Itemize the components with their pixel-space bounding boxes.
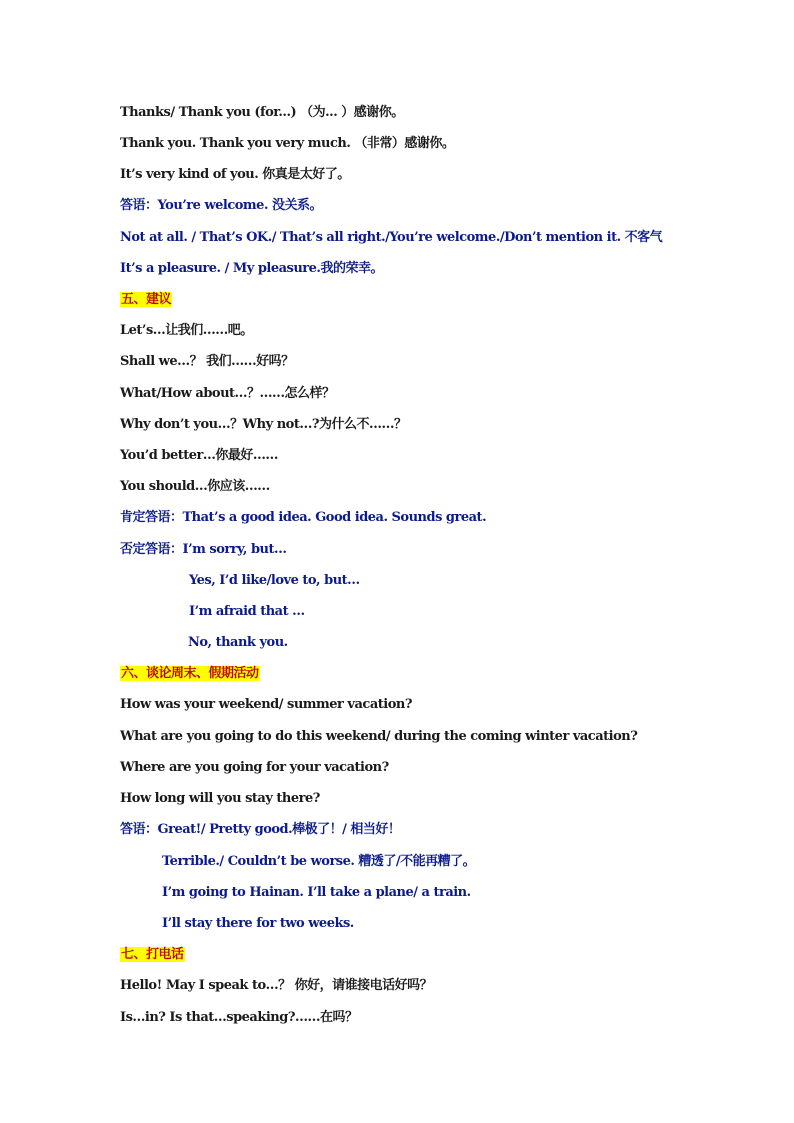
thanks-response: It’s a pleasure. / My pleasure.我的荣幸。: [120, 261, 383, 276]
weekend-line: Where are you going for your vacation?: [120, 760, 389, 775]
thanks-response: 答语：You’re welcome. 没关系。: [120, 198, 323, 213]
suggestion-line: You’d better…你最好……: [120, 448, 278, 463]
weekend-line: How long will you stay there?: [120, 791, 320, 806]
suggestion-response: I’m afraid that …: [189, 604, 305, 619]
heading-highlight: 五、建议: [121, 292, 172, 307]
phone-line: Hello! May I speak to…？ 你好，请谁接电话好吗？: [120, 978, 433, 993]
heading-highlight: 七、打电话: [121, 947, 184, 962]
weekend-response: Terrible./ Couldn’t be worse. 糟透了/不能再糟了。: [162, 854, 476, 869]
suggestion-line: What/How about…？……怎么样？: [120, 386, 335, 401]
thanks-line: Thanks/ Thank you (for...) （为... ）感谢你。: [120, 105, 404, 120]
weekend-line: How was your weekend/ summer vacation?: [120, 697, 412, 712]
suggestion-line: Let’s…让我们……吧。: [120, 323, 253, 338]
suggestion-response: Yes, I’d like/love to, but…: [189, 573, 360, 588]
weekend-response: 答语：Great!/ Pretty good.棒极了！/ 相当好！: [120, 822, 401, 837]
phone-line: Is…in? Is that…speaking?……在吗？: [120, 1010, 358, 1025]
weekend-line: What are you going to do this weekend/ during the coming winter vacation?: [120, 729, 638, 744]
section-heading: [120, 291, 172, 309]
suggestion-response: 肯定答语：That’s a good idea. Good idea. Sounds great.: [120, 510, 487, 525]
suggestion-response: 否定答语：I’m sorry, but…: [120, 542, 287, 557]
thanks-line: It’s very kind of you. 你真是太好了。: [120, 167, 350, 182]
thanks-line: Thank you. Thank you very much. （非常）感谢你。: [120, 136, 455, 151]
suggestion-line: Why don’t you…？Why not…?为什么不……？: [120, 417, 407, 432]
section-heading: [120, 665, 260, 683]
suggestion-line: Shall we…？ 我们……好吗？: [120, 354, 294, 369]
section-heading: [120, 946, 185, 964]
suggestion-response: No, thank you.: [188, 635, 288, 650]
thanks-response: Not at all. / That’s OK./ That’s all right./You’re welcome./Don’t mention it. 不客气: [120, 230, 663, 245]
weekend-response: I’m going to Hainan. I’ll take a plane/ a train.: [162, 885, 471, 900]
suggestion-line: You should…你应该……: [120, 479, 270, 494]
weekend-response: I’ll stay there for two weeks.: [162, 916, 354, 931]
heading-highlight: 六、谈论周末、假期活动: [121, 666, 259, 681]
